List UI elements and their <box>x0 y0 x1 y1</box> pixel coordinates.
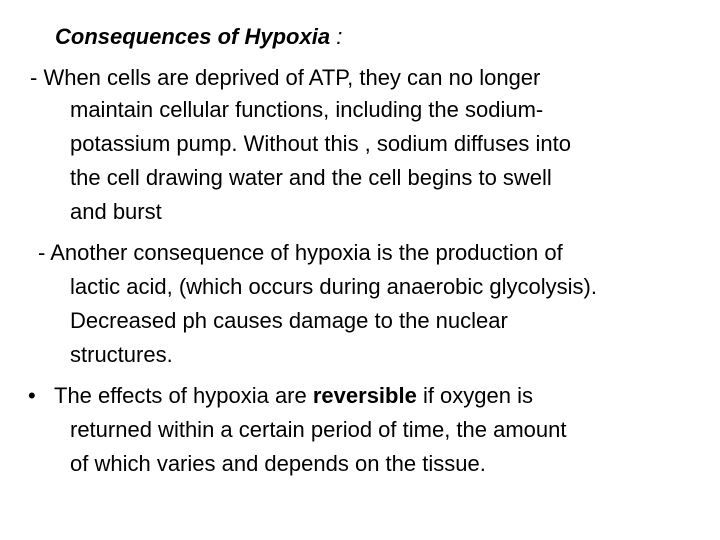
para2-line-2: lactic acid, (which occurs during anaerobic glycolysis). <box>70 274 597 299</box>
para3-line-1 <box>54 381 533 411</box>
heading-title: Consequences of Hypoxia <box>55 24 331 49</box>
para2-line-1: - Another consequence of hypoxia is the production of <box>38 240 563 265</box>
para3-line-1-bold: reversible <box>312 383 417 408</box>
para3-line-2: returned within a certain period of time, the amount <box>70 417 567 442</box>
bullet-marker: • <box>28 383 36 408</box>
slide-heading <box>55 22 342 52</box>
para1-line-2: maintain cellular functions, including the sodium- <box>70 97 544 122</box>
para2-line-4: structures. <box>70 342 173 367</box>
para3-line-1-end: if oxygen is <box>416 383 533 408</box>
para1-line-1: - When cells are deprived of ATP, they can no longer <box>30 65 541 90</box>
para1-line-5: and burst <box>70 199 162 224</box>
para1-line-4: the cell drawing water and the cell begins to swell <box>70 165 552 190</box>
para3-line-3: of which varies and depends on the tissue. <box>70 451 486 476</box>
para2-line-3: Decreased ph causes damage to the nuclear <box>70 308 508 333</box>
heading-colon: : <box>330 24 343 49</box>
para3-line-1-start: The effects of hypoxia are <box>54 383 313 408</box>
para1-line-3: potassium pump. Without this , sodium diffuses into <box>70 131 571 156</box>
